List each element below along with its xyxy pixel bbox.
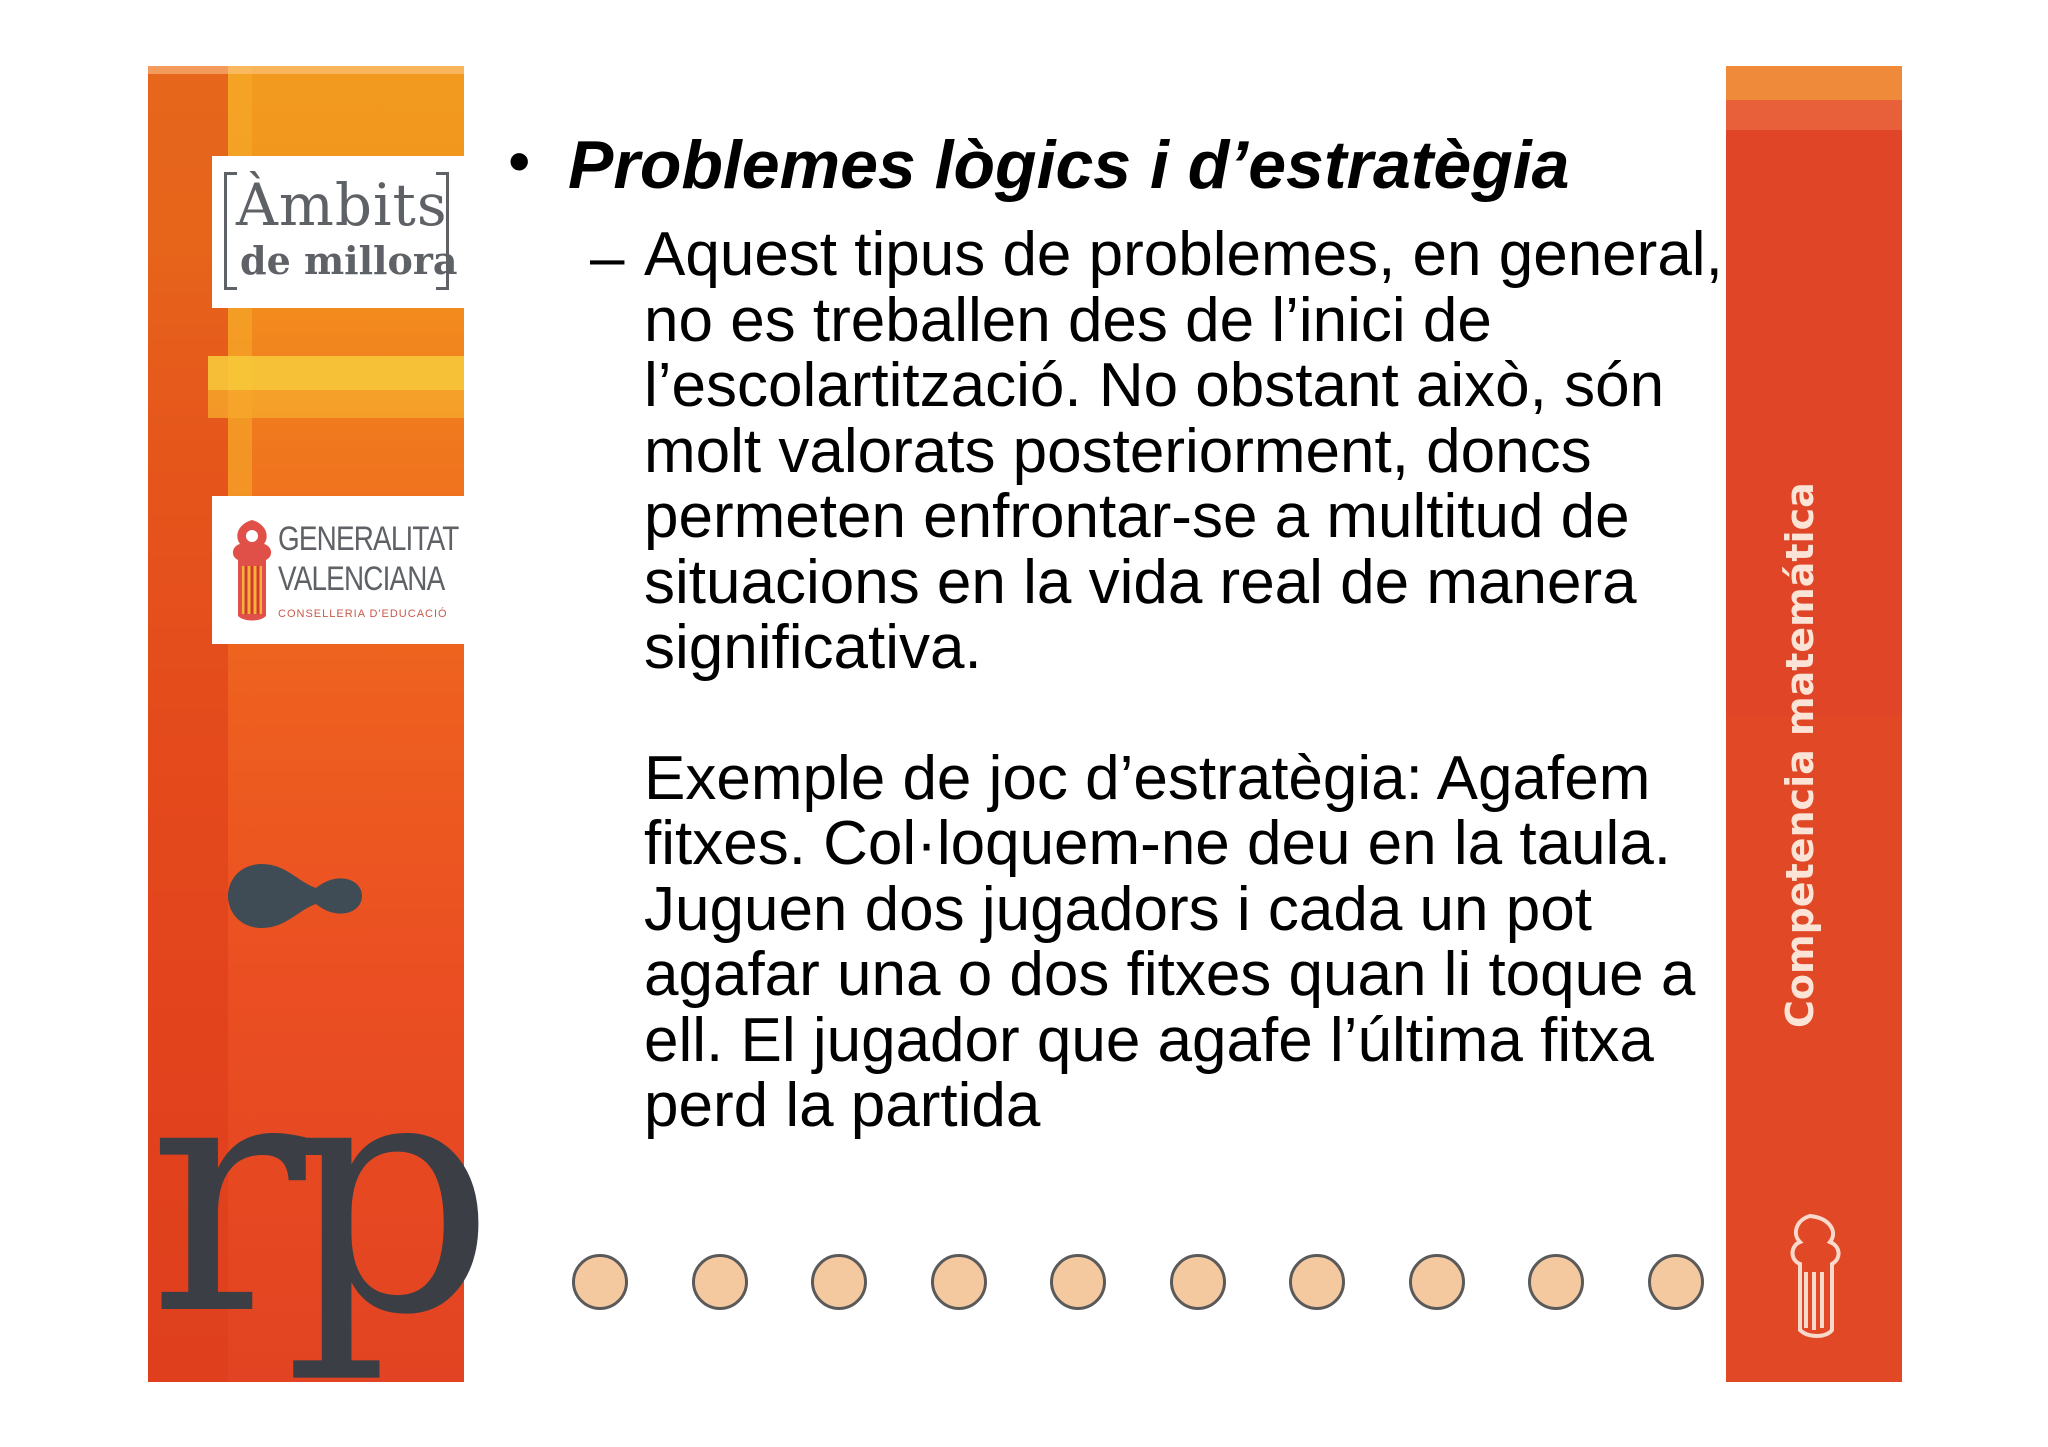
token-chip xyxy=(1170,1254,1226,1310)
bat-crest-icon xyxy=(1780,1210,1850,1350)
generalitat-name-1: GENERALITAT xyxy=(278,520,459,558)
blob-logo-icon xyxy=(226,860,382,932)
paragraph-example: Exemple de joc d’estratègia: Agafem fitxes. Col·loquem-ne deu en la taula. Juguen dos jugadors i cada un pot agafar una o dos fitxes quan li toque a ell. El jugador que agafe l’última fitxa perd la partida xyxy=(644,743,1696,1140)
ambits-logo-title: Àmbits xyxy=(236,171,448,239)
right-banner-title: Competencia matemática xyxy=(1778,482,1822,1028)
ambits-logo-subtitle: de millora xyxy=(240,238,458,283)
body-text xyxy=(644,222,1724,1139)
generalitat-name-2: VALENCIANA xyxy=(278,560,445,598)
token-chip xyxy=(1409,1254,1465,1310)
bat-crest-icon xyxy=(228,516,276,628)
token-chip xyxy=(692,1254,748,1310)
dash-marker: – xyxy=(590,223,625,292)
token-chip xyxy=(1050,1254,1106,1310)
banner-band xyxy=(1726,100,1902,130)
banner-band xyxy=(208,390,464,418)
token-chip xyxy=(811,1254,867,1310)
token-chip xyxy=(1648,1254,1704,1310)
token-row xyxy=(572,1254,1712,1312)
token-chip xyxy=(572,1254,628,1310)
banner-band xyxy=(208,356,464,390)
paragraph-description: Aquest tipus de problemes, en general, no es treballen des de l’inici de l’escolartització. No obstant això, són molt valorats posteriorment, doncs permeten enfrontar-se a multitud de situacions en la vida real de manera significativa. xyxy=(644,220,1723,682)
token-chip xyxy=(1528,1254,1584,1310)
token-chip xyxy=(1289,1254,1345,1310)
generalitat-logo xyxy=(212,496,464,644)
bullet-marker: • xyxy=(508,125,531,197)
banner-band xyxy=(1726,66,1902,100)
slide-heading: Problemes lògics i d’estratègia xyxy=(568,127,1570,203)
conselleria-name: CONSELLERIA D'EDUCACIÓ xyxy=(278,608,448,620)
banner-edge xyxy=(148,66,464,74)
rp-mark: rp xyxy=(148,1003,473,1387)
token-chip xyxy=(931,1254,987,1310)
ambits-logo xyxy=(212,156,464,308)
